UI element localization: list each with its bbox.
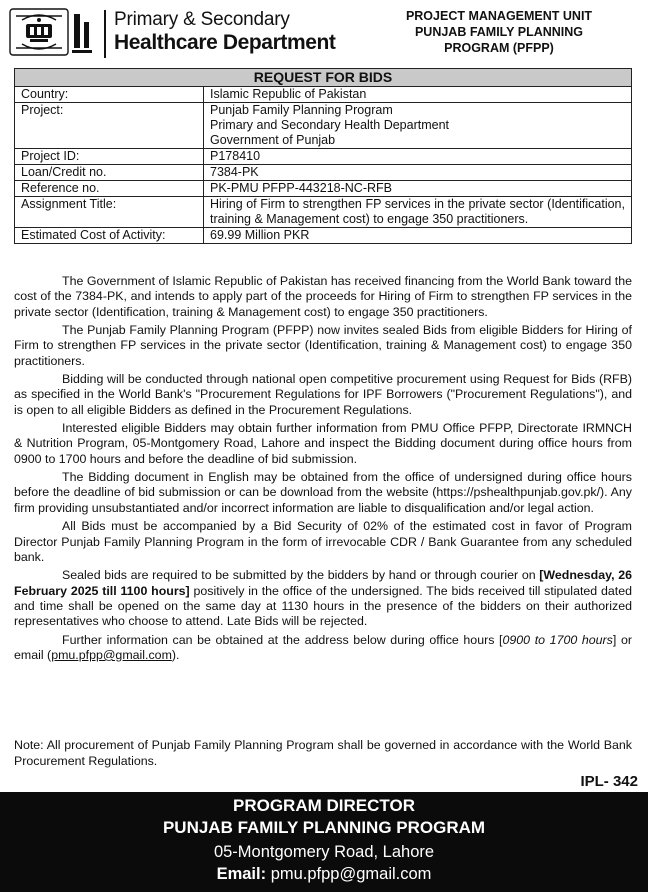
further-info-text-c: ). <box>171 647 180 662</box>
value-line: P178410 <box>210 149 261 163</box>
row-label: Project: <box>15 103 204 149</box>
submission-deadline: [Wednesday, 26 February 2025 till 1100 hours] <box>14 568 632 598</box>
footer-contact <box>0 792 648 892</box>
request-for-bids-table <box>14 68 632 244</box>
submission-text-a: Sealed bids are required to be submitted by the bidders by hand or through courier on <box>62 568 540 583</box>
table-row <box>15 165 632 181</box>
footer-email-line <box>0 864 648 884</box>
footer-address: 05-Montgomery Road, Lahore <box>213 843 435 861</box>
value-line: Punjab Family Planning Program <box>210 103 393 117</box>
row-label: Reference no. <box>15 181 204 197</box>
row-label: Loan/Credit no. <box>15 165 204 181</box>
table-title-row <box>15 69 632 87</box>
paragraph-submission <box>14 568 632 629</box>
header <box>0 0 648 66</box>
row-label: Estimated Cost of Activity: <box>15 228 204 244</box>
pmu-line1: PROJECT MANAGEMENT UNIT <box>405 9 593 23</box>
table-row <box>15 103 632 149</box>
further-info-text-b: ] or email ( <box>14 632 632 662</box>
pmu-line2: PUNJAB FAMILY PLANNING <box>414 25 584 39</box>
office-hours: 0900 to 1700 hours <box>502 632 613 647</box>
table-row <box>15 228 632 244</box>
value-line: 69.99 Million PKR <box>210 228 310 242</box>
ipl-number: IPL- 342 <box>580 773 638 790</box>
notice-body <box>14 274 632 666</box>
value-line: PK-PMU PFPP-443218-NC-RFB <box>210 181 392 195</box>
value-line: 7384-PK <box>210 165 259 179</box>
department-name-line1: Primary & Secondary <box>114 9 290 30</box>
footer-email[interactable]: pmu.pfpp@gmail.com <box>270 865 432 883</box>
footer-organization: PUNJAB FAMILY PLANNING PROGRAM <box>162 818 486 837</box>
paragraph-further-information <box>14 633 632 664</box>
table-row <box>15 197 632 228</box>
header-divider <box>104 10 106 58</box>
value-line: Primary and Secondary Health Department <box>210 118 450 132</box>
punjab-government-emblem-icon <box>8 6 100 62</box>
row-label: Project ID: <box>15 149 204 165</box>
row-value <box>204 228 632 244</box>
value-line: Government of Punjab <box>210 133 336 147</box>
row-label: Assignment Title: <box>15 197 204 228</box>
value-line: Islamic Republic of Pakistan <box>210 87 367 101</box>
paragraph-invitation: The Punjab Family Planning Program (PFPP) now invites sealed Bids from eligible Bidders for Hiring of Firm to strengthen FP services in the private sector (Identification, training & Management cost) to engage 350 practitioners. <box>14 323 632 368</box>
row-value <box>204 87 632 103</box>
paragraph-bidding-document: The Bidding document in English may be obtained from the office of undersigned during office hours before the deadline of bid submission or can be download from the website (https://pshealthpunjab.gov.pk/). Any firm providing unsubstantiated and/or incorrect information are liable to disqualification and/or legal action. <box>14 470 632 515</box>
table-row <box>15 181 632 197</box>
row-value <box>204 149 632 165</box>
table-row <box>15 149 632 165</box>
paragraph-procurement-method: Bidding will be conducted through national open competitive procurement using Request for Bids (RFB) as specified in the World Bank's "Procurement Regulations for IPF Borrowers ("Procurement Regulations"), and is open to all eligible Bidders as defined in the Procurement Regulations. <box>14 372 632 417</box>
paragraph-information: Interested eligible Bidders may obtain further information from PMU Office PFPP, Directorate IRMNCH & Nutrition Program, 05-Montgomery Road, Lahore and inspect the Bidding document during office hours from 0900 to 1700 hours and before the deadline of bid submission. <box>14 421 632 466</box>
row-value <box>204 165 632 181</box>
paragraph-financing: The Government of Islamic Republic of Pakistan has received financing from the World Bank toward the cost of the 7384-PK, and intends to apply part of the proceeds for Hiring of Firm to strengthen FP services in the private sector (Identification, training & Management cost) to engage 350 practitioners. <box>14 274 632 319</box>
footer-email-label: Email: <box>216 865 267 883</box>
submission-text-b: positively in the office of the undersigned. The bids received till stipulated dated and time shall be opened on the same day at 1130 hours in the presence of the bidders on their authorized representatives who choose to attend. Late Bids will be rejected. <box>14 583 632 629</box>
email-link[interactable]: pmu.pfpp@gmail.com <box>51 647 172 662</box>
paragraph-bid-security: All Bids must be accompanied by a Bid Security of 02% of the estimated cost in favor of Program Director Punjab Family Planning Program in the form of irrevocable CDR / Bank Guarantee from any scheduled bank. <box>14 519 632 564</box>
footer-title: PROGRAM DIRECTOR <box>233 796 415 815</box>
further-info-text-a: Further information can be obtained at the address below during office hours [ <box>62 632 503 647</box>
row-value: Hiring of Firm to strengthen FP services in the private sector (Identification, training & Management cost) to engage 350 practitioners. <box>204 197 632 228</box>
table-title: REQUEST FOR BIDS <box>15 69 632 87</box>
table-row <box>15 87 632 103</box>
procurement-note: Note: All procurement of Punjab Family Planning Program shall be governed in accordance with the World Bank Procurement Regulations. <box>14 738 632 768</box>
pmu-heading <box>374 8 624 56</box>
pmu-line3: PROGRAM (PFPP) <box>444 41 554 55</box>
row-value <box>204 181 632 197</box>
department-name-line2: Healthcare Department <box>114 31 336 54</box>
row-value <box>204 103 632 149</box>
row-label: Country: <box>15 87 204 103</box>
